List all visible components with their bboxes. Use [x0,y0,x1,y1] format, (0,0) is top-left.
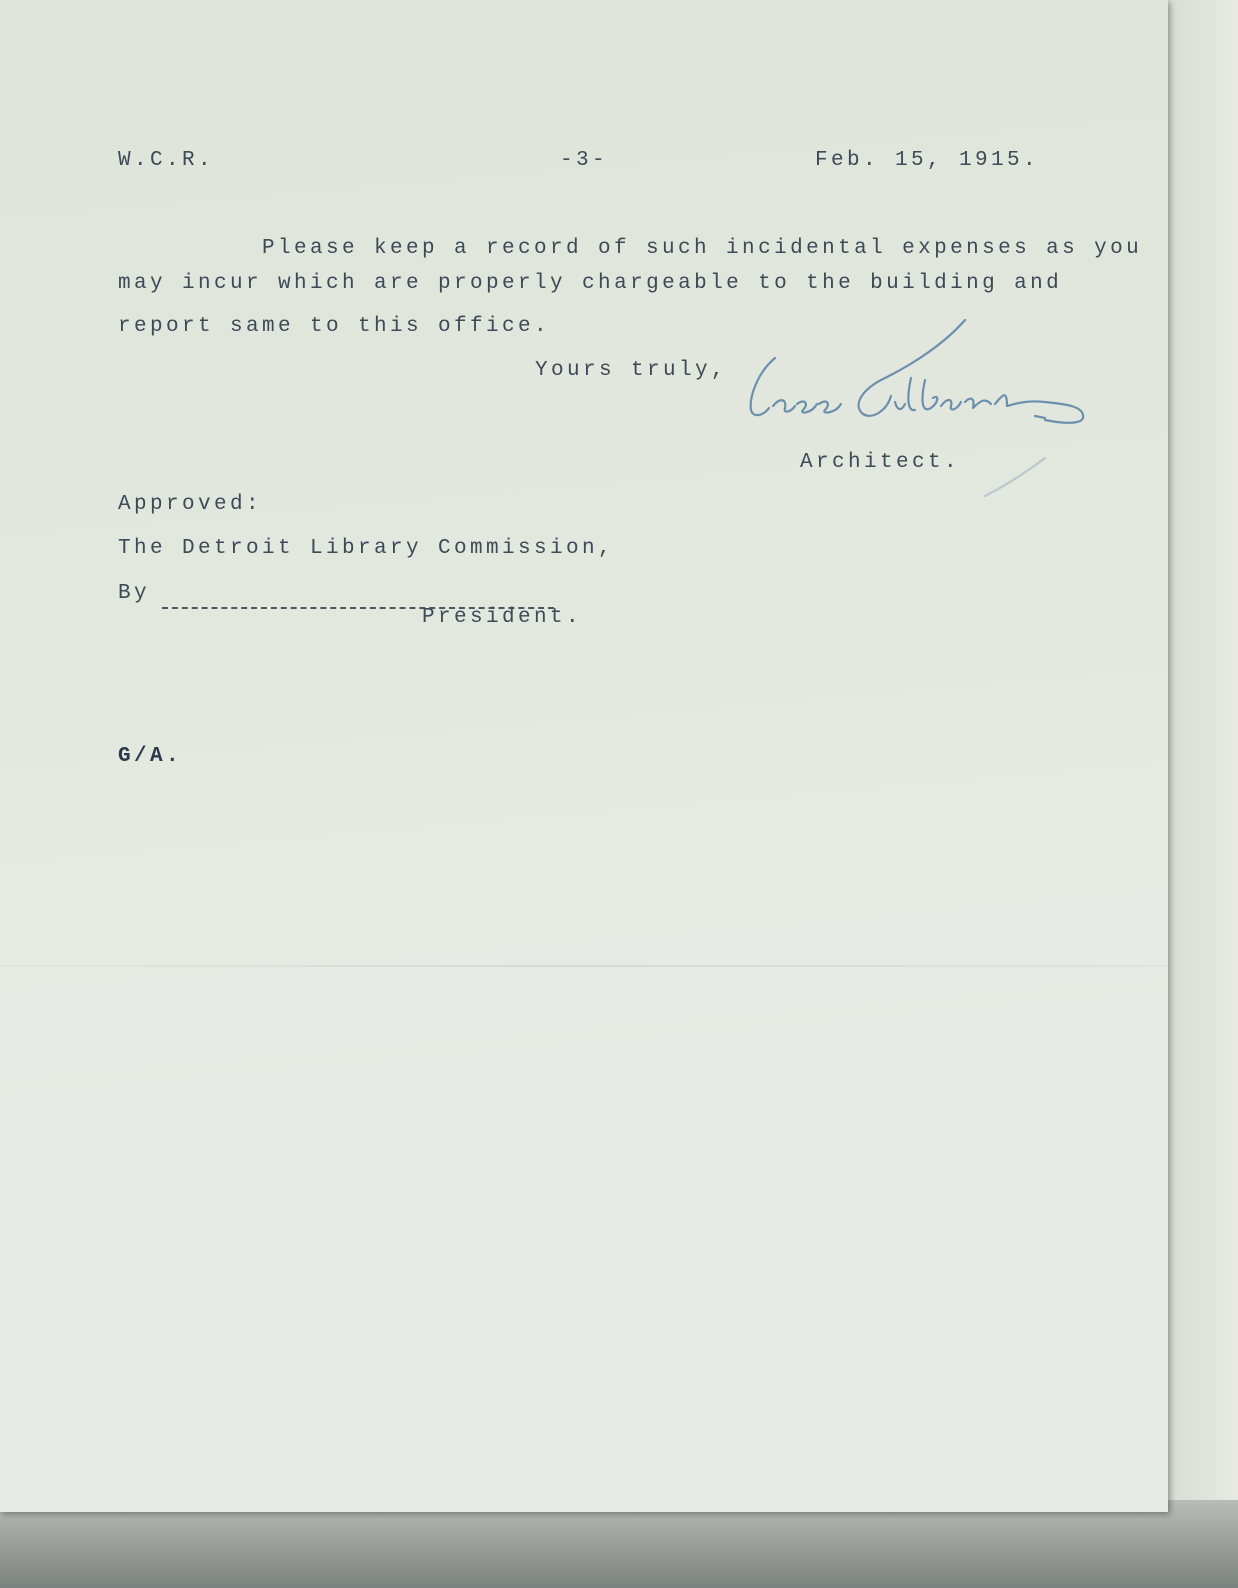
body-line-3: report same to this office. [118,315,551,338]
approval-by-label: By [118,582,151,605]
signature-title: Architect. [800,451,961,474]
header-initials: W.C.R. [118,149,215,172]
page-fold [0,965,1168,967]
typist-initials: G/A. [118,745,183,768]
body-line-2: may incur which are properly chargeable to the building and [118,272,1063,295]
handwritten-signature [745,318,1105,508]
backdrop-edge [0,1500,1238,1588]
approval-label: Approved: [118,493,263,516]
letter-date: Feb. 15, 1915. [815,149,1040,172]
approval-role: President. [422,606,583,629]
page-number: -3- [560,149,609,172]
approval-organization: The Detroit Library Commission, [118,537,615,560]
body-line-1: Please keep a record of such incidental expenses as you [262,237,1143,260]
backdrop [1168,0,1238,1588]
closing-salutation: Yours truly, [535,359,728,382]
